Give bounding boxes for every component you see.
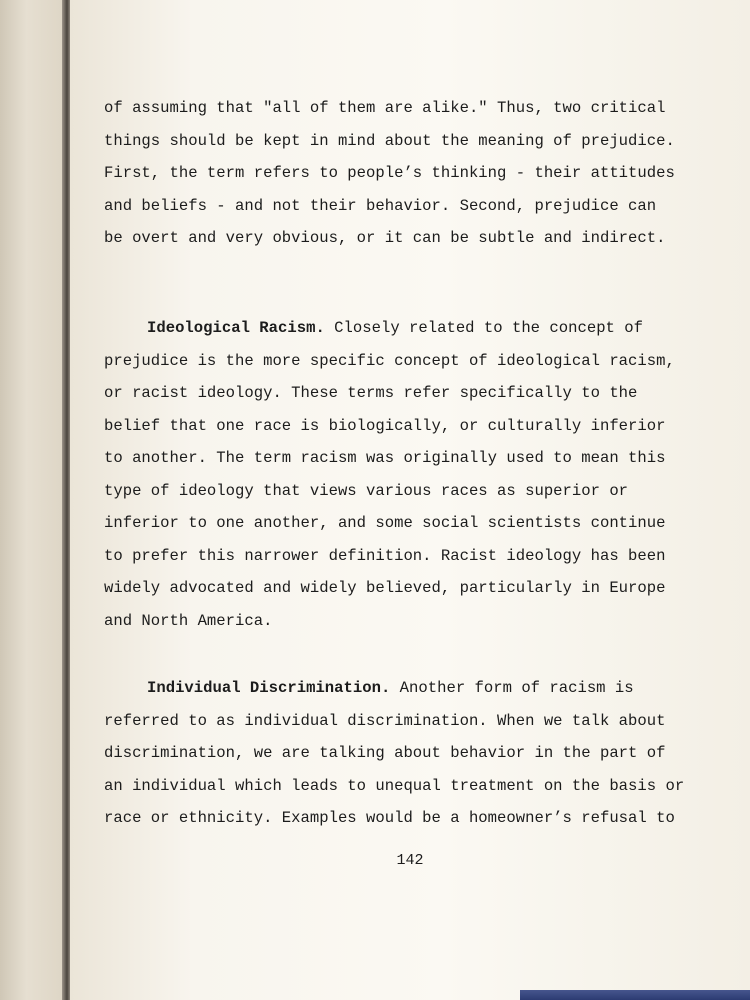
text-line: things should be kept in mind about the meaning of prejudice. (104, 131, 675, 150)
text-line: race or ethnicity. Examples would be a homeowner’s refusal to (104, 809, 675, 827)
section-individual-discrimination (104, 672, 685, 835)
paragraph-prejudice (104, 92, 675, 255)
text-line: be overt and very obvious, or it can be subtle and indirect. (104, 229, 666, 247)
text-span: Another form of racism is (390, 679, 634, 697)
text-line: or racist ideology. These terms refer specifically to the (104, 384, 638, 402)
section-heading: Ideological Racism. (147, 319, 325, 337)
section-first-line (104, 672, 670, 705)
text-line: prejudice is the more specific concept of ideological racism, (104, 351, 675, 370)
text-line: to prefer this narrower definition. Racist ideology has been (104, 546, 666, 565)
text-line: to another. The term racism was originally used to mean this (104, 449, 666, 467)
book-cover-edge (520, 990, 750, 1000)
text-line: discrimination, we are talking about behavior in the part of (104, 744, 666, 762)
text-line: and beliefs - and not their behavior. Second, prejudice can (104, 196, 657, 215)
text-line: type of ideology that views various races as superior or (104, 481, 629, 500)
text-line: referred to as individual discrimination. When we talk about (104, 711, 666, 730)
section-ideological-racism (104, 312, 675, 637)
text-line: an individual which leads to unequal treatment on the basis or (104, 776, 685, 795)
text-line: widely advocated and widely believed, particularly in Europe (104, 579, 666, 597)
text-line: First, the term refers to people’s thinking - their attitudes (104, 164, 675, 182)
section-heading: Individual Discrimination. (147, 679, 391, 697)
text-line: of assuming that "all of them are alike." Thus, two critical (104, 99, 666, 117)
page-number: 142 (396, 852, 424, 869)
section-first-line (104, 312, 670, 345)
facing-page (0, 0, 66, 1000)
text-line: inferior to one another, and some social scientists continue (104, 514, 666, 532)
text-line: belief that one race is biologically, or culturally inferior (104, 416, 666, 435)
text-span: Closely related to the concept of (324, 319, 643, 337)
text-line: and North America. (104, 611, 273, 630)
